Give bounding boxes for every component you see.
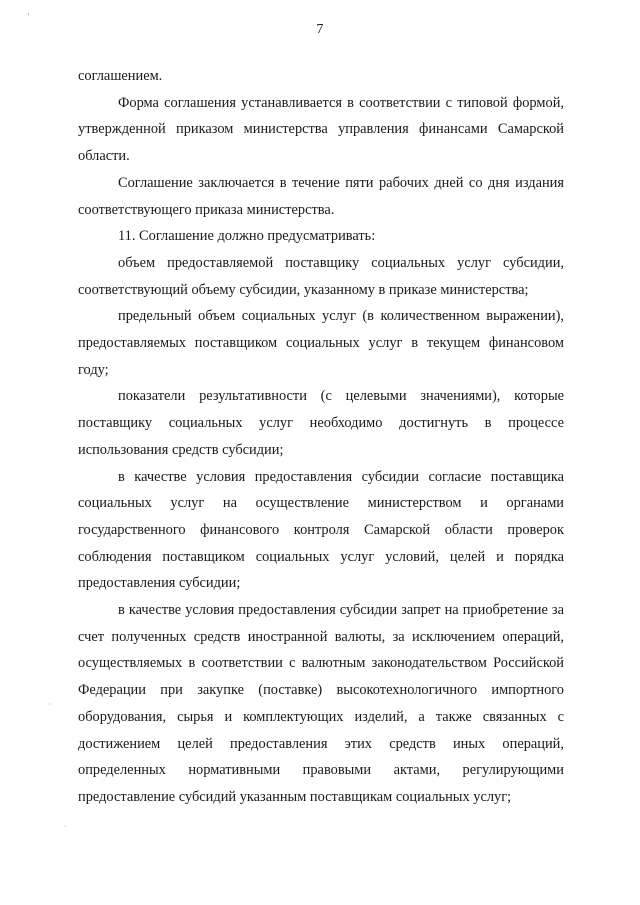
page-number: 7 <box>316 22 324 37</box>
paragraph-performance-indicators: показатели результативности (с целевыми значениями), которые поставщику социальных услуг необходимо достигнуть в процессе использования средств субсидии; <box>78 388 564 458</box>
paragraph-continuation: соглашением. <box>78 68 163 84</box>
scan-mark: · <box>64 822 67 831</box>
paragraph-clause-11: 11. Соглашение должно предусматривать: <box>118 228 376 245</box>
paragraph-service-volume: предельный объем социальных услуг (в количественном выражении), предоставляемых поставщиком социальных услуг в текущем финансовом году; <box>78 308 564 378</box>
paragraph-audit-consent: в качестве условия предоставления субсидии согласие поставщика социальных услуг на осуществление министерством и органами государственного финансового контроля Самарской области проверок соблюдения поставщиком социальных услуг условий, целей и порядка предоставления субсидии; <box>78 468 564 592</box>
paragraph-currency-ban: в качестве условия предоставления субсидии запрет на приобретение за счет полученных средств иностранной валюты, за исключением операций, осуществляемых в соответствии с валютным законодательством Российской Федерации при закупке (поставке) высокотехнологичного импортного оборудования, сырья и комплектующих изделий, а также связанных с достижением целей предоставления этих средств иных операций, определенных нормативными правовыми актами, регулирующими предоставление субсидий указанным поставщикам социальных услуг; <box>78 602 564 805</box>
scan-mark: ˊ <box>25 12 36 25</box>
paragraph-subsidy-volume: объем предоставляемой поставщику социальных услуг субсидии, соответствующий объему субсидии, указанному в приказе министерства; <box>78 254 564 298</box>
scan-mark: · <box>48 700 51 709</box>
document-body <box>78 63 564 811</box>
paragraph-agreement-term: Соглашение заключается в течение пяти рабочих дней со дня издания соответствующего приказа министерства. <box>78 174 564 218</box>
paragraph-agreement-form: Форма соглашения устанавливается в соответствии с типовой формой, утвержденной приказом министерства управления финансами Самарской области. <box>78 94 564 165</box>
